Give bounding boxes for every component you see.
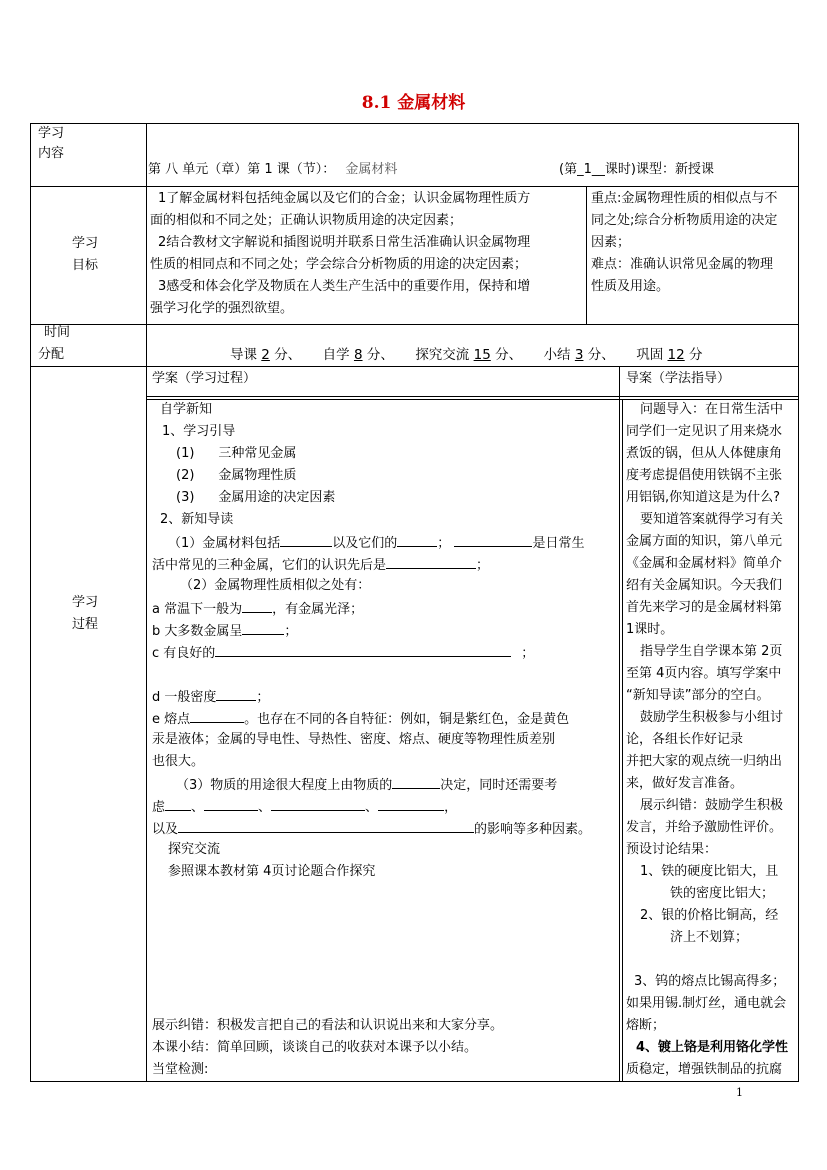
label-process-1: 学习 <box>72 595 99 610</box>
plan-header: 学案（学习过程） <box>152 371 257 386</box>
guide-item: (3) 金属用途的决定因素 <box>176 490 336 505</box>
explore-reference: 参照课本教材第 4页讨论题合作探究 <box>168 864 376 879</box>
lesson-summary: 本课小结：简单回顾，谈谈自己的收获对本课予以小结。 <box>152 1040 478 1055</box>
guide-item: (2) 金属物理性质 <box>176 468 297 483</box>
label-content-1: 学习 <box>38 126 65 141</box>
lesson-period: (第_1__课时)课型：新授课 <box>559 162 714 177</box>
show-correct: 展示纠错：积极发言把自己的看法和认识说出来和大家分享。 <box>152 1018 504 1033</box>
document-title: 8.1 金属材料 <box>361 93 466 113</box>
lesson-topic: 金属材料 <box>345 162 398 177</box>
label-goals-1: 学习 <box>72 236 99 251</box>
lesson-unit: 第 八 单元（章）第 1 课（节）： <box>148 162 336 177</box>
label-goals-2: 目标 <box>72 258 99 273</box>
label-time-1: 时间 <box>44 325 71 340</box>
guide-item: (1) 三种常见金属 <box>176 446 297 461</box>
lesson-plan-table: 学习 内容 学习 目标 时间 分配 学习 过程 第 八 单元（章）第 1 课（节）： 金属材料 (第_1__课时)课型：新授课 1了解金属材料包括纯金属以及它们的合金；认识金属物理性质方 面的相似和不同之处；正确认识物质用途的决定因素； 2结合教材文字解说和插图说明并联系日常生活准确认识金属物理 性质的相同点和不同之处；学会综合分析物质的用途的决定因素； 3感受和体会化学及物质在人类生产生活中的重要作用，保持和增 强学习化学的强烈欲望。 重点:金属物理性质的相似点与不 同之处;综合分析物质用途的决定 因素； 难点：准确认识常见金属的物理 性质及用途。 导课 2 分、 自学 8 分、 探究交流 15 分、 小结 3 分、 巩固 12 分 学案（学习过程） 导案（学法指导） 自学新知 1、学习引导 (1) 三种常见金属 (2) 金属物理性质 (3) 金属用途的决定因素 2、新知导读 （1）金属材料包括 以及它们的 ； 是日常生 活中常见的三种金属，它们的认识先后是 ； （2）金属物理性质相似之处有： a 常温下一般为 ，有金属光泽； b 大多数金属呈 ； c 有良好的 ； d 一般密度 ； e 熔点 。也存在不同的各自特征：例如，铜是紫红色，金是黄色 汞是液体；金属的导电性、导热性、密度、熔点、硬度等物理性质差别 也很大。 （3）物质的用途很大程度上由物质的 决定，同时还需要考 虑 、 、 、 ， 以及 的影响等多种因素。 探究交流 参照课本教材第 4页讨论题合作探究 展示纠错：积极发言把自己的看法和认识说出来和大家分享。 本课小结：简单回顾，谈谈自己的收获对本课予以小结。 当堂检测: 问题导入：在日常生活中 同学们一定见识了用来烧水 煮饭的锅，但从人体健康角 度考虑提倡使用铁锅不主张 用铝锅,你知道这是为什么? 要知道答案就得学习有关 金属方面的知识，第八单元 《金属和金属材料》简单介 绍有关金属知识。今天我们 首先来学习的是金属材料第 1课时。 指导学生自学课本第 2页 至第 4页内容。填写学案中 “新知导读”部分的空白。 鼓励学生积极参与小组讨 论，各组长作好记录 并把大家的观点统一归纳出 来，做好发言准备。 展示纠错：鼓励学生积极 发言，并给予激励性评价。 预设讨论结果： 1、铁的硬度比铝大，且 铁的密度比铝大； 2、银的价格比铜高，经 济上不划算； 3、钨的熔点比锡高得多； 如果用锡.制灯丝，通电就会 熔断； 4、镀上铬是利用铬化学性 质稳定，增强铁制品的抗腐 <box>30 123 799 1082</box>
guide-header: 导案（学法指导） <box>626 371 731 386</box>
time-allocation: 导课 2 分、 自学 8 分、 探究交流 15 分、 小结 3 分、 巩固 12 分 <box>230 347 703 363</box>
label-content-2: 内容 <box>38 146 65 161</box>
question-2: （2）金属物理性质相似之处有： <box>180 578 371 593</box>
explore-title: 探究交流 <box>168 842 221 857</box>
lesson-type: 课型：新授课 <box>635 162 714 177</box>
lesson-info <box>148 159 397 181</box>
page-number: 1 <box>736 1086 743 1099</box>
question-3: （3）物质的用途很大程度上由物质的 决定，同时还需要考 <box>176 773 557 797</box>
question-1: （1）金属材料包括 以及它们的 ； 是日常生 <box>168 531 584 555</box>
label-process-2: 过程 <box>72 617 99 632</box>
in-class-test: 当堂检测: <box>152 1062 209 1077</box>
label-time-2: 分配 <box>38 347 65 362</box>
